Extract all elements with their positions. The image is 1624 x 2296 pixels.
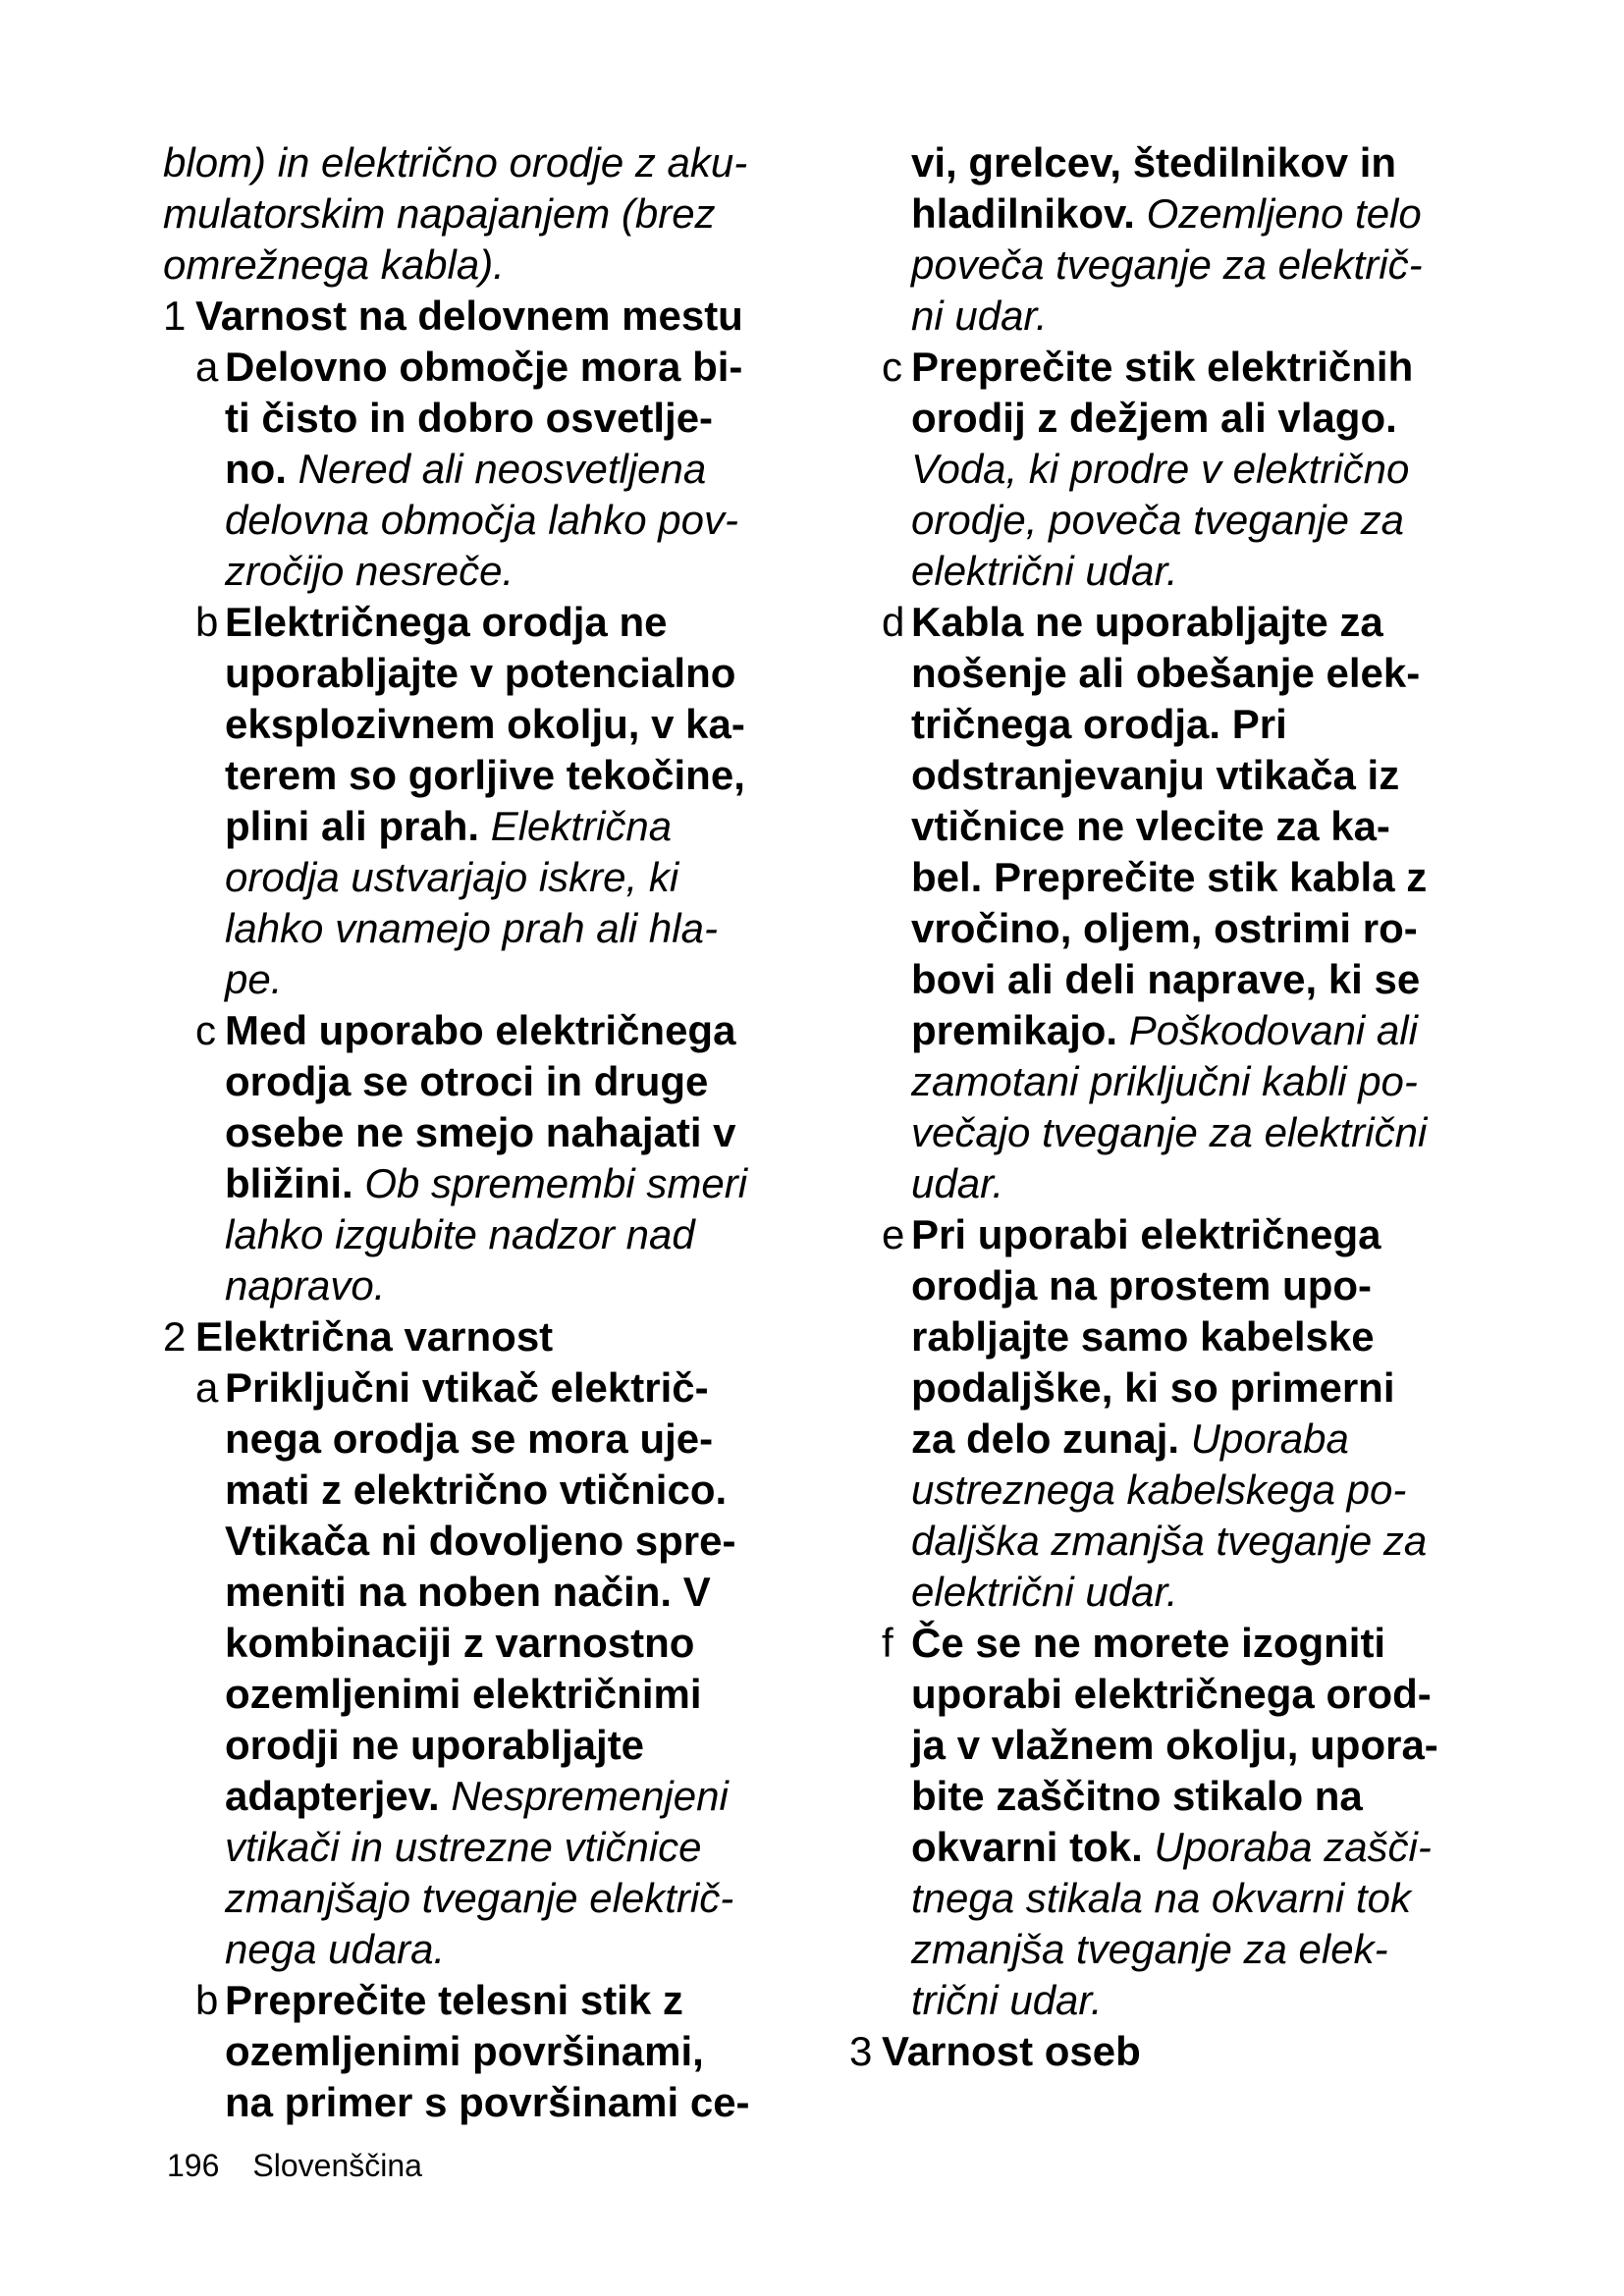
left-column-line [163,648,811,699]
bold-text: bite zaščitno stikalo na [911,1773,1363,1819]
bold-text: podaljške, ki so primerni [911,1364,1395,1411]
section-number: 3 [849,2028,873,2074]
bold-text: Preprečite stik električnih [911,344,1414,390]
bold-text: rabljajte samo kabelske [911,1313,1375,1360]
left-column-line [163,1005,811,1056]
italic-text: Uporaba zašči- [1142,1824,1432,1870]
section-number: 1 [163,293,187,339]
italic-text: Električna [479,803,673,849]
italic-text: Ob spremembi smeri [352,1160,748,1206]
bold-text: eksplozivnem okolju, v ka- [225,701,745,747]
left-column-line [163,2077,811,2128]
item-letter: d [882,599,905,645]
left-column-line [163,852,811,903]
italic-text: orodja ustvarjajo iskre, ki [225,854,679,900]
right-column-line [849,188,1497,240]
italic-text: večajo tveganje za električni [911,1109,1428,1155]
left-column-line [163,1516,811,1567]
left-column-line [163,1924,811,1975]
left-column-line [163,1618,811,1669]
italic-text: pe. [225,956,283,1002]
right-column-line [849,1362,1497,1414]
bold-text: osebe ne smejo nahajati v [225,1109,736,1155]
bold-text: uporabljajte v potencialno [225,650,736,696]
left-column-line [163,1260,811,1311]
left-column-line [163,1362,811,1414]
right-column-line [849,1822,1497,1873]
italic-text: zročijo nesreče. [225,548,514,594]
left-column-line [163,903,811,954]
item-letter: b [195,599,219,645]
bold-text: bel. Preprečite stik kabla z [911,854,1428,900]
bold-text: Preprečite telesni stik z [225,1977,683,2023]
bold-text: adapterjev. [225,1773,440,1819]
left-column-line [163,1311,811,1362]
bold-text: odstranjevanju vtikača iz [911,752,1400,798]
left-column-line [163,1107,811,1158]
bold-text: Vtikača ni dovoljeno spre- [225,1518,736,1564]
left-column-line [163,750,811,801]
left-column-line [163,597,811,648]
item-letter: a [195,1364,219,1411]
right-column-line [849,495,1497,546]
left-column-line [163,495,811,546]
right-column-line [849,1924,1497,1975]
left-column-line [163,1720,811,1771]
bold-text: Delovno območje mora bi- [225,344,743,390]
right-column-line [849,2026,1497,2077]
italic-text: mulatorskim napajanjem (brez [163,190,716,237]
italic-text: Poškodovani ali [1117,1007,1418,1053]
left-column-line [163,1567,811,1618]
bold-text: Varnost oseb [882,2028,1141,2074]
left-column-line [163,699,811,750]
italic-text: orodje, poveča tveganje za [911,497,1405,543]
italic-text: Nespremenjeni [439,1773,729,1819]
bold-text: plini ali prah. [225,803,480,849]
bold-text: ti čisto in dobro osvetlje- [225,395,714,441]
bold-text: premikajo. [911,1007,1118,1053]
right-column-line [849,1618,1497,1669]
item-letter: a [195,344,219,390]
italic-text: zmanjša tveganje za elek- [911,1926,1388,1972]
item-letter: c [882,344,902,390]
left-column-line [163,1669,811,1720]
bold-text: no. [225,446,287,492]
right-column-line [849,852,1497,903]
italic-text: napravo. [225,1262,386,1308]
italic-text: električni udar. [911,1569,1178,1615]
bold-text: bovi ali deli naprave, ki se [911,956,1421,1002]
right-column-line [849,342,1497,393]
right-column-line [849,393,1497,444]
italic-text: blom) in električno orodje z aku- [163,139,748,186]
right-column-line [849,1209,1497,1260]
bold-text: tričnega orodja. Pri [911,701,1287,747]
bold-text: nega orodja se mora uje- [225,1415,714,1462]
right-column-line [849,1465,1497,1516]
right-column-line [849,137,1497,188]
left-column-line [163,188,811,240]
left-column-line [163,1209,811,1260]
bold-text: Kabla ne uporabljajte za [911,599,1383,645]
right-column-line [849,597,1497,648]
italic-text: poveča tveganje za električ- [911,241,1423,288]
bold-text: vi, grelcev, štedilnikov in [911,139,1397,186]
item-letter: e [882,1211,905,1257]
section-number: 2 [163,1313,187,1360]
bold-text: orodja na prostem upo- [911,1262,1373,1308]
right-column-line [849,1056,1497,1107]
right-column-line [849,1669,1497,1720]
item-letter: c [195,1007,216,1053]
bold-text: vtičnice ne vlecite za ka- [911,803,1390,849]
italic-text: trični udar. [911,1977,1103,2023]
bold-text: Če se ne morete izogniti [911,1620,1386,1666]
left-column [163,137,811,2128]
italic-text: tnega stikala na okvarni tok [911,1875,1411,1921]
italic-text: daljška zmanjša tveganje za [911,1518,1428,1564]
right-column-line [849,1311,1497,1362]
right-column-line [849,1414,1497,1465]
right-column-line [849,1771,1497,1822]
right-column-line [849,240,1497,291]
italic-text: ni udar. [911,293,1048,339]
left-column-line [163,1465,811,1516]
footer-language: Slovenščina [252,2148,422,2183]
left-column-line [163,240,811,291]
bold-text: meniti na noben način. V [225,1569,711,1615]
italic-text: Ozemljeno telo [1134,190,1422,237]
right-column-line [849,1720,1497,1771]
right-column-line [849,1975,1497,2026]
left-column-line [163,801,811,852]
bold-text: nošenje ali obešanje elek- [911,650,1421,696]
bold-text: terem so gorljive tekočine, [225,752,745,798]
bold-text: za delo zunaj. [911,1415,1180,1462]
bold-text: bližini. [225,1160,353,1206]
bold-text: vročino, oljem, ostrimi ro- [911,905,1418,951]
bold-text: na primer s površinami ce- [225,2079,750,2125]
right-column-line [849,1107,1497,1158]
italic-text: električni udar. [911,548,1178,594]
bold-text: mati z električno vtičnico. [225,1467,728,1513]
right-column-line [849,1158,1497,1209]
left-column-line [163,954,811,1005]
left-column-line [163,444,811,495]
italic-text: Uporaba [1179,1415,1349,1462]
left-column-line [163,1158,811,1209]
bold-text: Med uporabo električnega [225,1007,736,1053]
right-column-line [849,954,1497,1005]
bold-text: ozemljenimi površinami, [225,2028,704,2074]
left-column-line [163,393,811,444]
italic-text: Voda, ki prodre v električno [911,446,1410,492]
bold-text: ozemljenimi električnimi [225,1671,702,1717]
italic-text: Nered ali neosvetljena [286,446,707,492]
item-letter: f [882,1620,893,1666]
left-column-line [163,2026,811,2077]
left-column-line [163,1056,811,1107]
italic-text: lahko vnamejo prah ali hla- [225,905,718,951]
left-column-line [163,291,811,342]
italic-text: zmanjšajo tveganje električ- [225,1875,734,1921]
bold-text: Električna varnost [195,1313,554,1360]
bold-text: Električnega orodja ne [225,599,668,645]
italic-text: vtikači in ustrezne vtičnice [225,1824,702,1870]
bold-text: orodij z dežjem ali vlago. [911,395,1397,441]
bold-text: Priključni vtikač električ- [225,1364,709,1411]
bold-text: orodja se otroci in druge [225,1058,709,1104]
right-column-line [849,699,1497,750]
right-column-line [849,444,1497,495]
italic-text: lahko izgubite nadzor nad [225,1211,695,1257]
italic-text: zamotani priključni kabli po- [911,1058,1418,1104]
left-column-line [163,1975,811,2026]
right-column [849,137,1497,2077]
right-column-line [849,1873,1497,1924]
right-column-line [849,291,1497,342]
bold-text: orodji ne uporabljajte [225,1722,645,1768]
bold-text: Pri uporabi električnega [911,1211,1381,1257]
page-footer [167,2146,422,2185]
bold-text: uporabi električnega orod- [911,1671,1432,1717]
left-column-line [163,1873,811,1924]
left-column-line [163,137,811,188]
bold-text: kombinaciji z varnostno [225,1620,695,1666]
page-number: 196 [167,2148,220,2183]
item-letter: b [195,1977,219,2023]
right-column-line [849,1567,1497,1618]
right-column-line [849,903,1497,954]
right-column-line [849,648,1497,699]
right-column-line [849,801,1497,852]
right-column-line [849,1260,1497,1311]
right-column-line [849,1516,1497,1567]
italic-text: delovna območja lahko pov- [225,497,738,543]
left-column-line [163,1414,811,1465]
left-column-line [163,1771,811,1822]
right-column-line [849,1005,1497,1056]
bold-text: ja v vlažnem okolju, upora- [911,1722,1438,1768]
italic-text: omrežnega kabla). [163,241,505,288]
left-column-line [163,1822,811,1873]
bold-text: hladilnikov. [911,190,1135,237]
right-column-line [849,546,1497,597]
italic-text: nega udara. [225,1926,446,1972]
right-column-line [849,750,1497,801]
left-column-line [163,342,811,393]
italic-text: ustreznega kabelskega po- [911,1467,1407,1513]
italic-text: udar. [911,1160,1004,1206]
bold-text: okvarni tok. [911,1824,1143,1870]
left-column-line [163,546,811,597]
bold-text: Varnost na delovnem mestu [195,293,743,339]
